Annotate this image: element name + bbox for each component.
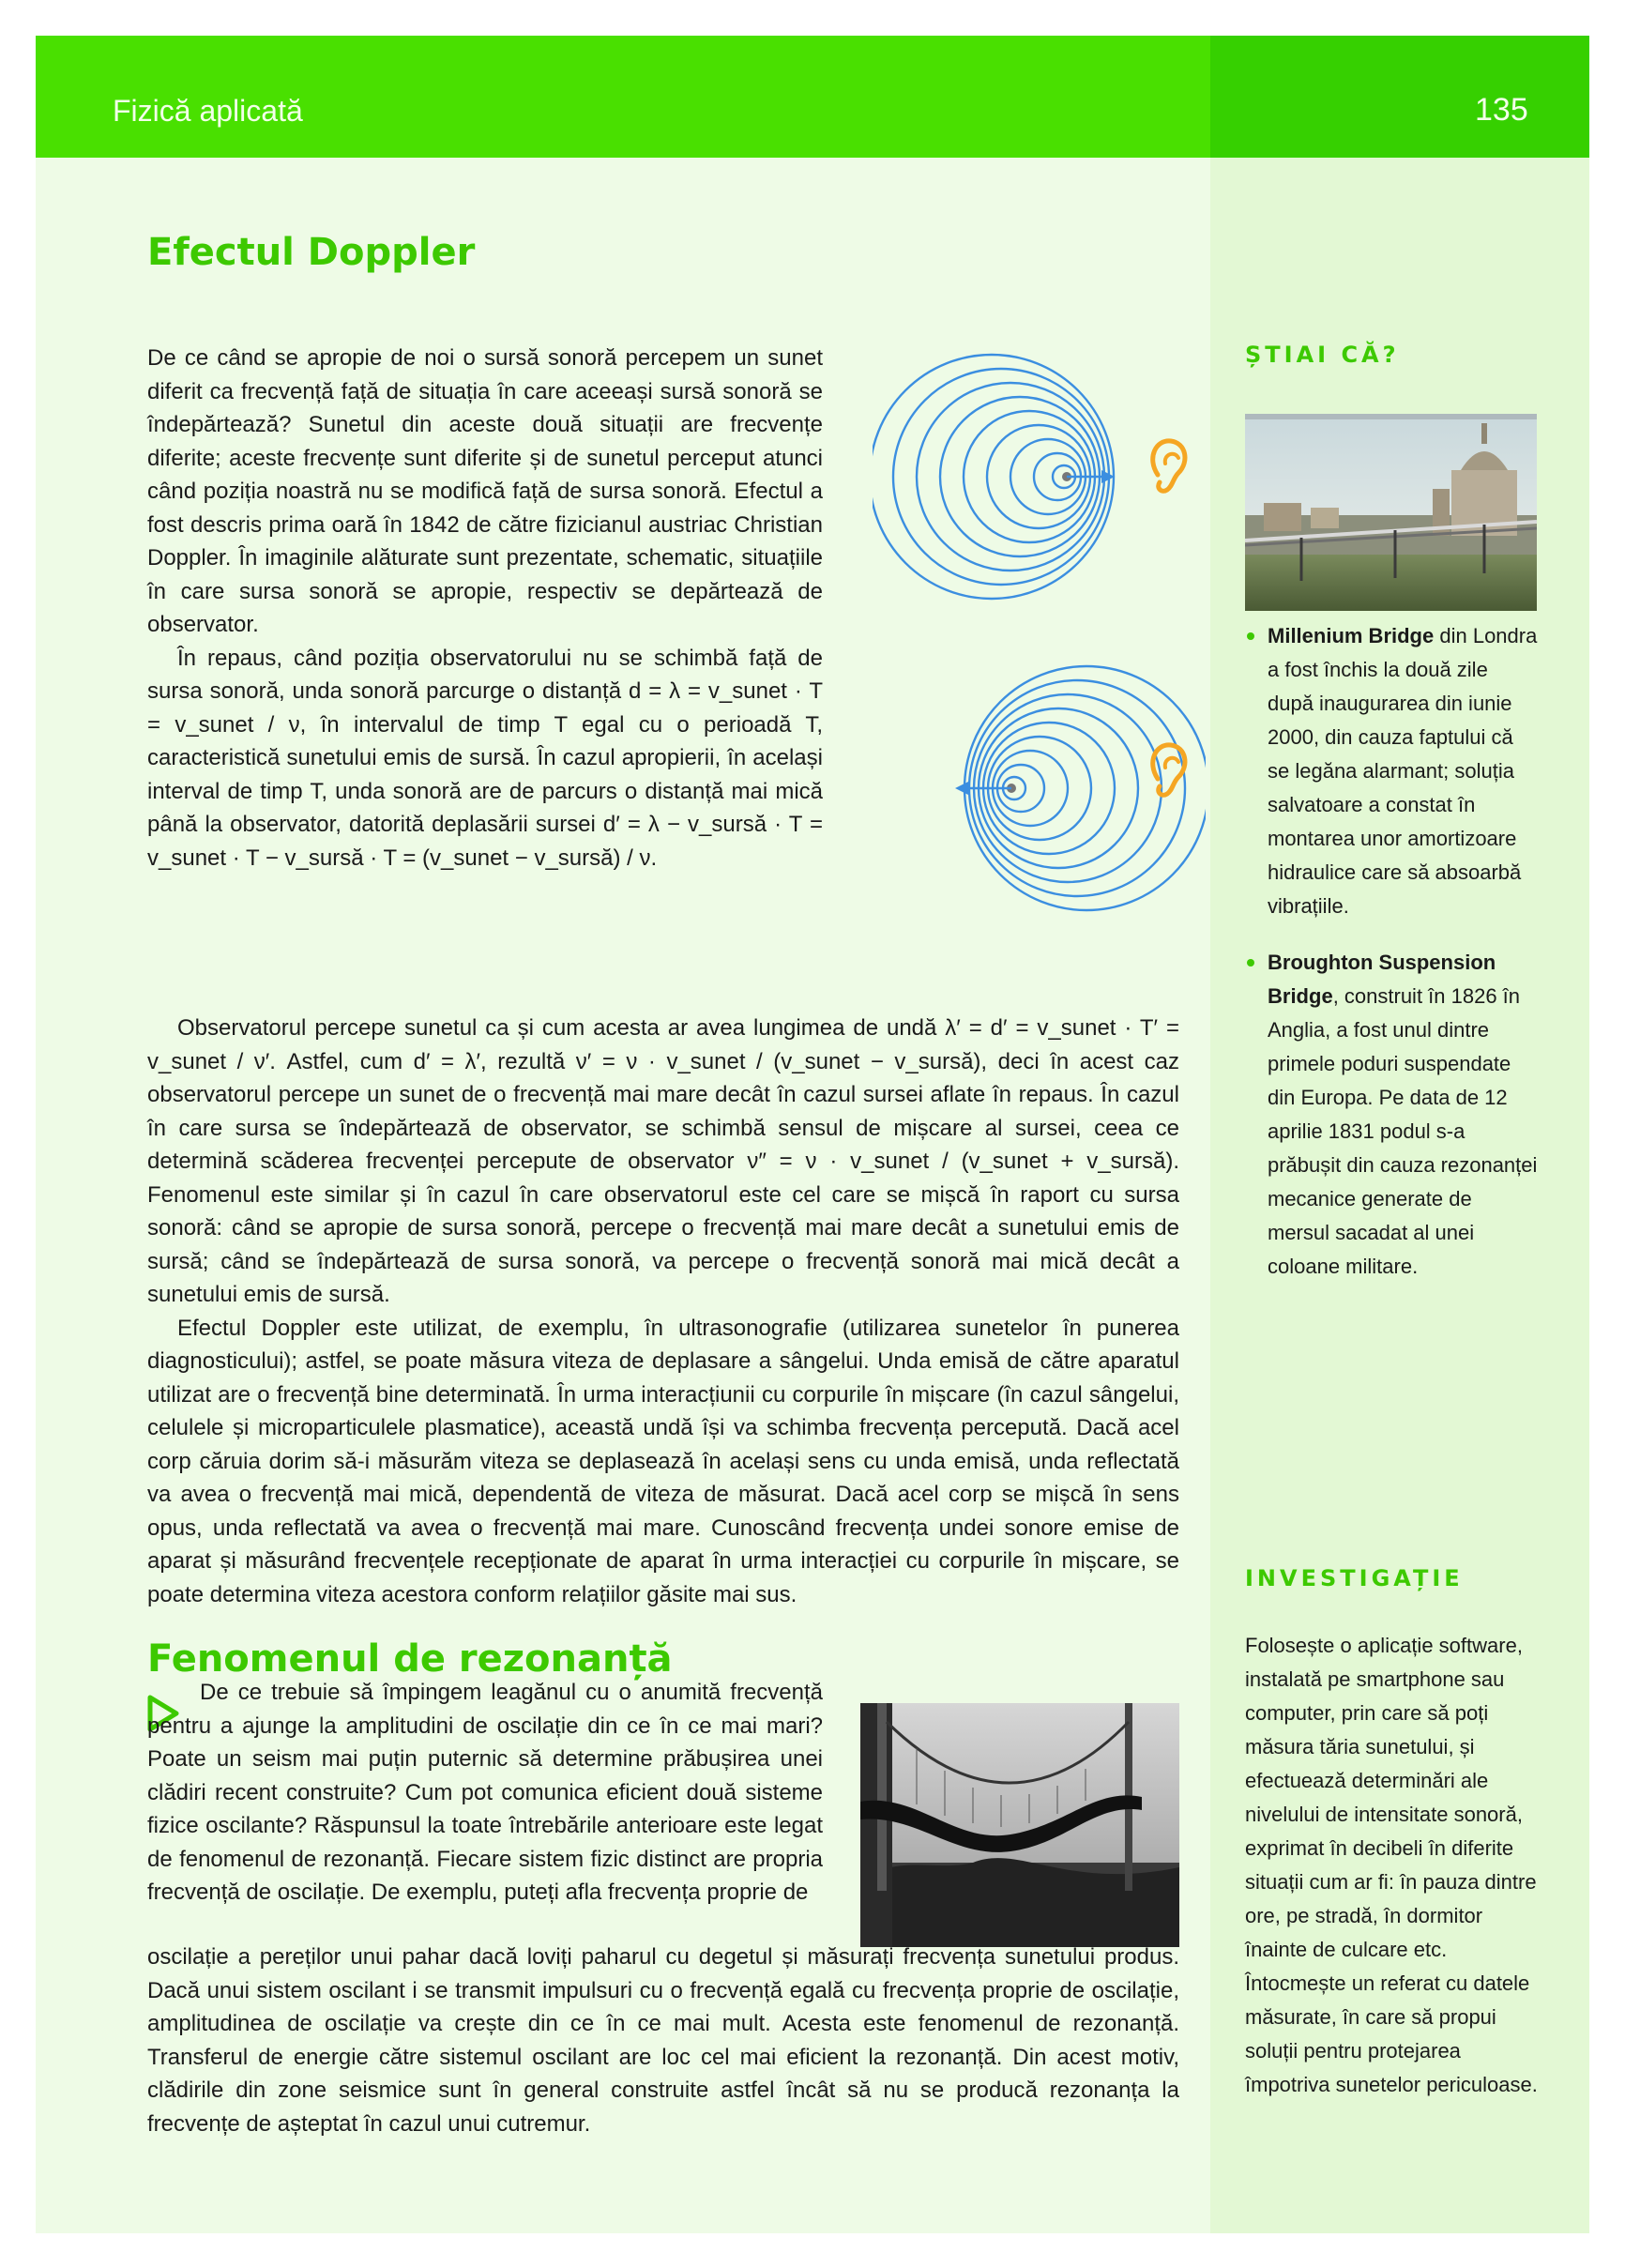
fact-millenium-bridge [1245, 619, 1538, 923]
doppler-paragraph-1 [147, 342, 823, 875]
investigatie-text: Folosește o aplicație software, instalată pe smartphone sau computer, prin care să poți măsura tăria sunetului, și efectuează determinări ale nivelului de intensitate sonoră, exprimat în decibeli în diferite situații cum ar fi: în pauza dintre ore, pe stradă, în dormitor înainte de culcare etc. Întocmește un referat cu datele măsurate, în care să propui soluții pentru protejarea împotriva sunetelor periculoase. [1245, 1634, 1538, 2096]
arrow-left-icon [955, 782, 968, 795]
resonance-paragraph-1: De ce trebuie să împingem leagănul cu o anumită frecvență pentru a ajunge la amplitudini de oscilație din ce în ce mai mari? Poate un seism mai puțin puternic să determine prăbușirea unei clădiri recent construite? Cum pot comunica eficient două sisteme fizice oscilante? Răspunsul la toate întrebările anterioare este legat de fenomenul de rezonanță. Fiecare sistem fizic distinct are propria frecvență de oscilație. De exemplu, puteți afla frecvența proprie de [147, 1680, 823, 1905]
doppler-rest-position: În repaus, când poziția observatorului nu se schimbă față de sursa sonoră, unda sonoră parcurge o distanță d = λ = v_sunet · T = v_sunet / ν, în intervalul de timp T egal cu o perioadă T, caracteristică sunetului emis de sursă. În cazul apropierii, în același interval de timp T, unda sonoră are de parcurs o distanță mai mică până la observator, datorită deplasării sursei d′ = λ − v_sursă · T = v_sunet · T − v_sursă · T = (v_sunet − v_sursă) / ν. [147, 645, 823, 871]
fact-title: Broughton Suspension Bridge [1268, 951, 1496, 1008]
fact-broughton-bridge [1245, 946, 1538, 1284]
tacoma-bridge-photo [860, 1703, 1179, 1947]
section-title-resonance: Fenomenul de rezonanță [147, 1637, 673, 1681]
fact-text: , construit în 1826 în Anglia, a fost unul dintre primele poduri suspendate din Europa. Pe data de 12 aprilie 1831 podul s-a prăbușit din cauza rezonanței mecanice generate de mersul sacadat al unei coloane militare. [1268, 984, 1538, 1278]
resonance-paragraph-2: oscilație a pereților unui pahar dacă loviți paharul cu degetul și măsurați frecvența sunetului produs. Dacă unui sistem oscilant i se transmit impulsuri cu o frecvență egală cu frecvența proprie de oscilație, amplitudinea de oscilație va crește din ce în ce mai mult. Acesta este fenomenul de rezonanță. Transferul de energie către sistemul oscilant are loc cel mai eficient la rezonanță. Din acest motiv, clădirile din zone seismice sunt în general construite astfel încât să nu se producă rezonanța la frecvențe de așteptat în cazul unui cutremur. [147, 1944, 1179, 2137]
page-number: 135 [1475, 92, 1528, 128]
doppler-paragraph-2 [147, 1012, 1179, 1611]
sidebar-stiai-list [1245, 619, 1538, 1297]
ear-icon [1153, 441, 1185, 491]
doppler-observer: Observatorul percepe sunetul ca și cum acesta ar avea lungimea de undă λ′ = d′ = v_sunet · T′ = v_sunet / ν′. Astfel, cum d′ = λ′, rezultă ν′ = ν · v_sunet / (v_sunet − v_sursă), deci în acest caz observatorul percepe un sunet de o frecvență mai mare decât în cazul sursei aflate în repaus. În cazul în care sursa se îndepărtează de observator, se schimbă sensul de mișcare al sursei, ceea ce determină scăderea frecvenței percepute de observator ν″ = ν · v_sunet / (v_sunet + v_sursă). Fenomenul este similar și în cazul în care observatorul este cel care se mișcă în raport cu sursa sonoră: când se apropie de sursa sonoră, percepe o frecvență mai mare decât a sunetului emis de sursă; când se îndepărtează de sursa sonoră, va percepe o frecvență sonoră mai mică decât a sunetului emis de sursă. [147, 1015, 1179, 1307]
sidebar-heading-stiai: ȘTIAI CĂ? [1245, 342, 1400, 368]
fact-title: Millenium Bridge [1268, 624, 1435, 647]
millennium-bridge-photo [1245, 414, 1537, 611]
doppler-diagram [873, 345, 1206, 946]
header-bar-right [1210, 36, 1589, 158]
doppler-ultrasound: Efectul Doppler este utilizat, de exemplu, în ultrasonografie (utilizarea sunetelor în punerea diagnosticului); astfel, se poate măsura viteza de deplasare a sângelui. Unda emisă de către aparatul utilizat are o frecvență bine determinată. În urma interacțiunii cu corpurile în mișcare (în cazul sângelui, celulele și microparticulele plasmatice), această undă își va schimba frecvența percepută. Dacă acel corp căruia dorim să-i măsurăm viteza se deplasează în același sens cu unda emisă, unda reflectată va avea o frecvență mai mică, dependentă de viteza de măsurat. Dacă acel corp se mișcă în sens opus, unda reflectată va avea o frecvență mai mare. Cunoscând frecvența undei sonore emise de aparat și măsurând frecvențele recepționate de aparat în urma interacției cu corpurile în mișcare, se poate determina viteza acestora conform relațiilor găsite mai sus. [147, 1315, 1179, 1607]
ear-icon [1153, 745, 1185, 795]
section-title-doppler: Efectul Doppler [147, 231, 476, 274]
doppler-intro: De ce când se apropie de noi o sursă sonoră percepem un sunet diferit ca frecvență față de situația în care aceeași sursă sonoră se îndepărtează? Sunetul din aceste două situații are frecvențe diferite; aceste frecvențe sunt diferite și de sunetul perceput atunci când poziția noastră nu se modifică față de sursa sonoră. Efectul a fost descris prima oară în 1842 de către fizicianul austriac Christian Doppler. În imaginile alăturate sunt prezentate, schematic, situațiile în care sursa sonoră se apropie, respectiv se depărtează de observator. [147, 345, 823, 637]
sidebar-heading-investigatie: INVESTIGAȚIE [1245, 1565, 1464, 1591]
fact-text: din Londra a fost închis la două zile după inaugurarea din iunie 2000, din cauza faptului că se legăna alarmant; soluția salvatoare a constat în montarea unor amortizoare hidraulice care să absoarbă vibrațiile. [1268, 624, 1538, 918]
running-title: Fizică aplicată [113, 94, 303, 128]
